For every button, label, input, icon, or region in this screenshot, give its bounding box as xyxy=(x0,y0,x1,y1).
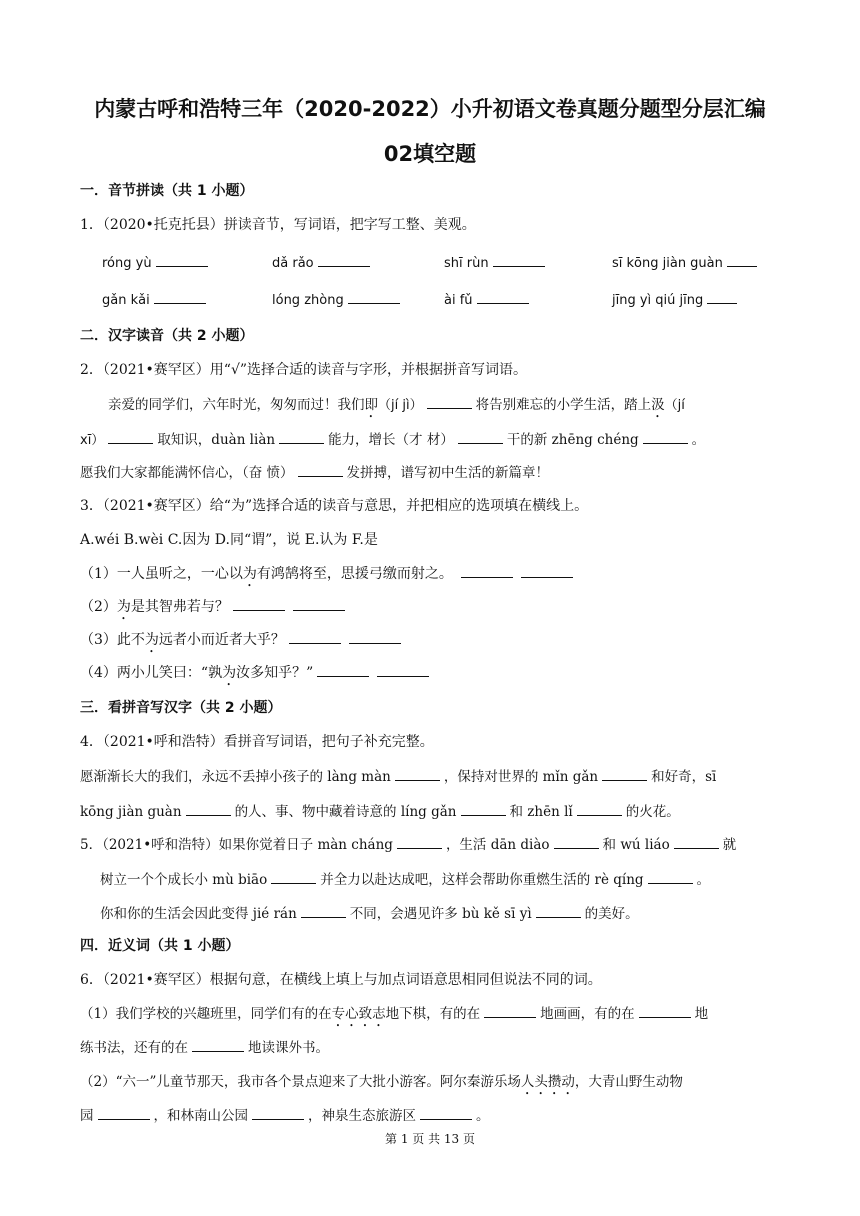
answer-blank[interactable] xyxy=(154,289,206,304)
answer-blank[interactable] xyxy=(458,429,503,444)
page-footer: 第 1 页 共 13 页 xyxy=(385,1132,475,1146)
question-2-line: 亲爱的同学们，六年时光，匆匆而过！我们即（jí jì） 将告别难忘的小学生活，踏上汲（jí xyxy=(108,393,685,421)
answer-blank[interactable] xyxy=(318,252,370,267)
pinyin-item: sī kōng jiàn guàn xyxy=(612,252,761,271)
answer-blank[interactable] xyxy=(477,289,529,304)
question-1-stem: 1．（2020•托克托县）拼读音节，写词语，把字写工整、美观。 xyxy=(80,217,476,233)
answer-blank[interactable] xyxy=(639,1003,691,1018)
answer-blank[interactable] xyxy=(298,462,343,477)
question-2-line: 愿我们大家都能满怀信心，（奋 愤） 发拼搏，谱写初中生活的新篇章！ xyxy=(80,461,549,481)
question-2-stem: 2．（2021•赛罕区）用“√”选择合适的读音与字形，并根据拼音写词语。 xyxy=(80,362,528,378)
question-3-item: （1）一人虽听之，一心以为有鸿鹄将至，思援弓缴而射之。 xyxy=(80,563,577,590)
question-6-line: （1）我们学校的兴趣班里，同学们有的在专心致志地下棋，有的在 地画画，有的在 地 xyxy=(80,1002,708,1030)
answer-blank[interactable] xyxy=(461,801,506,816)
question-3-item: （3）此不为远者小而近者大乎？ xyxy=(80,629,405,656)
answer-blank[interactable] xyxy=(707,289,737,304)
answer-blank[interactable] xyxy=(301,903,346,918)
answer-blank[interactable] xyxy=(461,563,513,578)
answer-blank[interactable] xyxy=(554,834,599,849)
question-4-line: 愿渐渐长大的我们，永远不丢掉小孩子的 làng màn ，保持对世界的 mǐn gǎn 和好奇，sī xyxy=(80,765,716,785)
answer-blank[interactable] xyxy=(395,766,440,781)
question-6-stem: 6．（2021•赛罕区）根据句意，在横线上填上与加点词语意思相同但说法不同的词。 xyxy=(80,972,602,988)
question-3-stem: 3．（2021•赛罕区）给“为”选择合适的读音与意思，并把相应的选项填在横线上。 xyxy=(80,498,589,514)
section-heading-3: 三．看拼音写汉字（共 2 小题） xyxy=(80,700,282,716)
answer-blank[interactable] xyxy=(98,1105,150,1120)
question-2-line: xī） 取知识，duàn liàn 能力，增长（才 材） 干的新 zhēng chéng 。 xyxy=(80,428,705,448)
pinyin-item: shī rùn xyxy=(444,252,549,271)
answer-blank[interactable] xyxy=(602,766,647,781)
pinyin-item: jīng yì qiú jīng xyxy=(612,289,741,308)
answer-blank[interactable] xyxy=(186,801,231,816)
question-5-line: 你和你的生活会因此变得 jié rán 不同，会遇见许多 bù kě sī yì 的美好。 xyxy=(100,902,639,922)
page-title: 内蒙古呼和浩特三年（2020-2022）小升初语文卷真题分题型分层汇编 xyxy=(94,97,766,121)
answer-blank[interactable] xyxy=(727,252,757,267)
answer-blank[interactable] xyxy=(317,662,369,677)
pinyin-item: dǎ rǎo xyxy=(272,252,374,271)
question-3-options: A.wéi B.wèi C.因为 D.同“谓”，说 E.认为 F.是 xyxy=(80,532,378,548)
answer-blank[interactable] xyxy=(427,394,472,409)
answer-blank[interactable] xyxy=(674,834,719,849)
answer-blank[interactable] xyxy=(108,429,153,444)
question-5-line: 树立一个个成长小 mù biāo 并全力以赴达成吧，这样会帮助你重燃生活的 rè qíng 。 xyxy=(100,868,710,888)
page-subtitle: 02填空题 xyxy=(383,142,477,166)
section-heading-2: 二．汉字读音（共 2 小题） xyxy=(80,328,254,344)
answer-blank[interactable] xyxy=(233,596,285,611)
answer-blank[interactable] xyxy=(252,1105,304,1120)
answer-blank[interactable] xyxy=(289,629,341,644)
answer-blank[interactable] xyxy=(648,869,693,884)
answer-blank[interactable] xyxy=(521,563,573,578)
answer-blank[interactable] xyxy=(349,629,401,644)
answer-blank[interactable] xyxy=(271,869,316,884)
question-3-item: （2）为是其智弗若与？ xyxy=(80,596,349,623)
answer-blank[interactable] xyxy=(377,662,429,677)
section-heading-4: 四．近义词（共 1 小题） xyxy=(80,938,240,954)
question-3-item: （4）两小儿笑曰：“孰为汝多知乎？” xyxy=(80,662,433,689)
answer-blank[interactable] xyxy=(279,429,324,444)
answer-blank[interactable] xyxy=(643,429,688,444)
question-5-line: 5．（2021•呼和浩特）如果你觉着日子 màn cháng ，生活 dān diào 和 wú liáo 就 xyxy=(80,833,736,853)
question-4-line: kōng jiàn guàn 的人、事、物中藏着诗意的 líng gǎn 和 zhēn lǐ 的火花。 xyxy=(80,800,680,820)
answer-blank[interactable] xyxy=(192,1037,244,1052)
answer-blank[interactable] xyxy=(536,903,581,918)
section-heading-1: 一．音节拼读（共 1 小题） xyxy=(80,183,254,199)
answer-blank[interactable] xyxy=(420,1105,472,1120)
question-6-line: 练书法，还有的在 地读课外书。 xyxy=(80,1036,329,1056)
answer-blank[interactable] xyxy=(348,289,400,304)
answer-blank[interactable] xyxy=(493,252,545,267)
pinyin-item: lóng zhòng xyxy=(272,289,404,308)
answer-blank[interactable] xyxy=(484,1003,536,1018)
pinyin-item: gǎn kǎi xyxy=(102,289,210,308)
answer-blank[interactable] xyxy=(577,801,622,816)
answer-blank[interactable] xyxy=(156,252,208,267)
question-6-line: （2）“六一”儿童节那天，我市各个景点迎来了大批小游客。阿尔秦游乐场人头攒动，大青山野生动物 xyxy=(80,1074,683,1090)
question-4-stem: 4．（2021•呼和浩特）看拼音写词语，把句子补充完整。 xyxy=(80,734,434,750)
answer-blank[interactable] xyxy=(397,834,442,849)
pinyin-item: ài fǔ xyxy=(444,289,533,308)
pinyin-item: róng yù xyxy=(102,252,212,271)
answer-blank[interactable] xyxy=(293,596,345,611)
question-6-line: 园 ，和林南山公园 ，神泉生态旅游区 。 xyxy=(80,1104,490,1124)
